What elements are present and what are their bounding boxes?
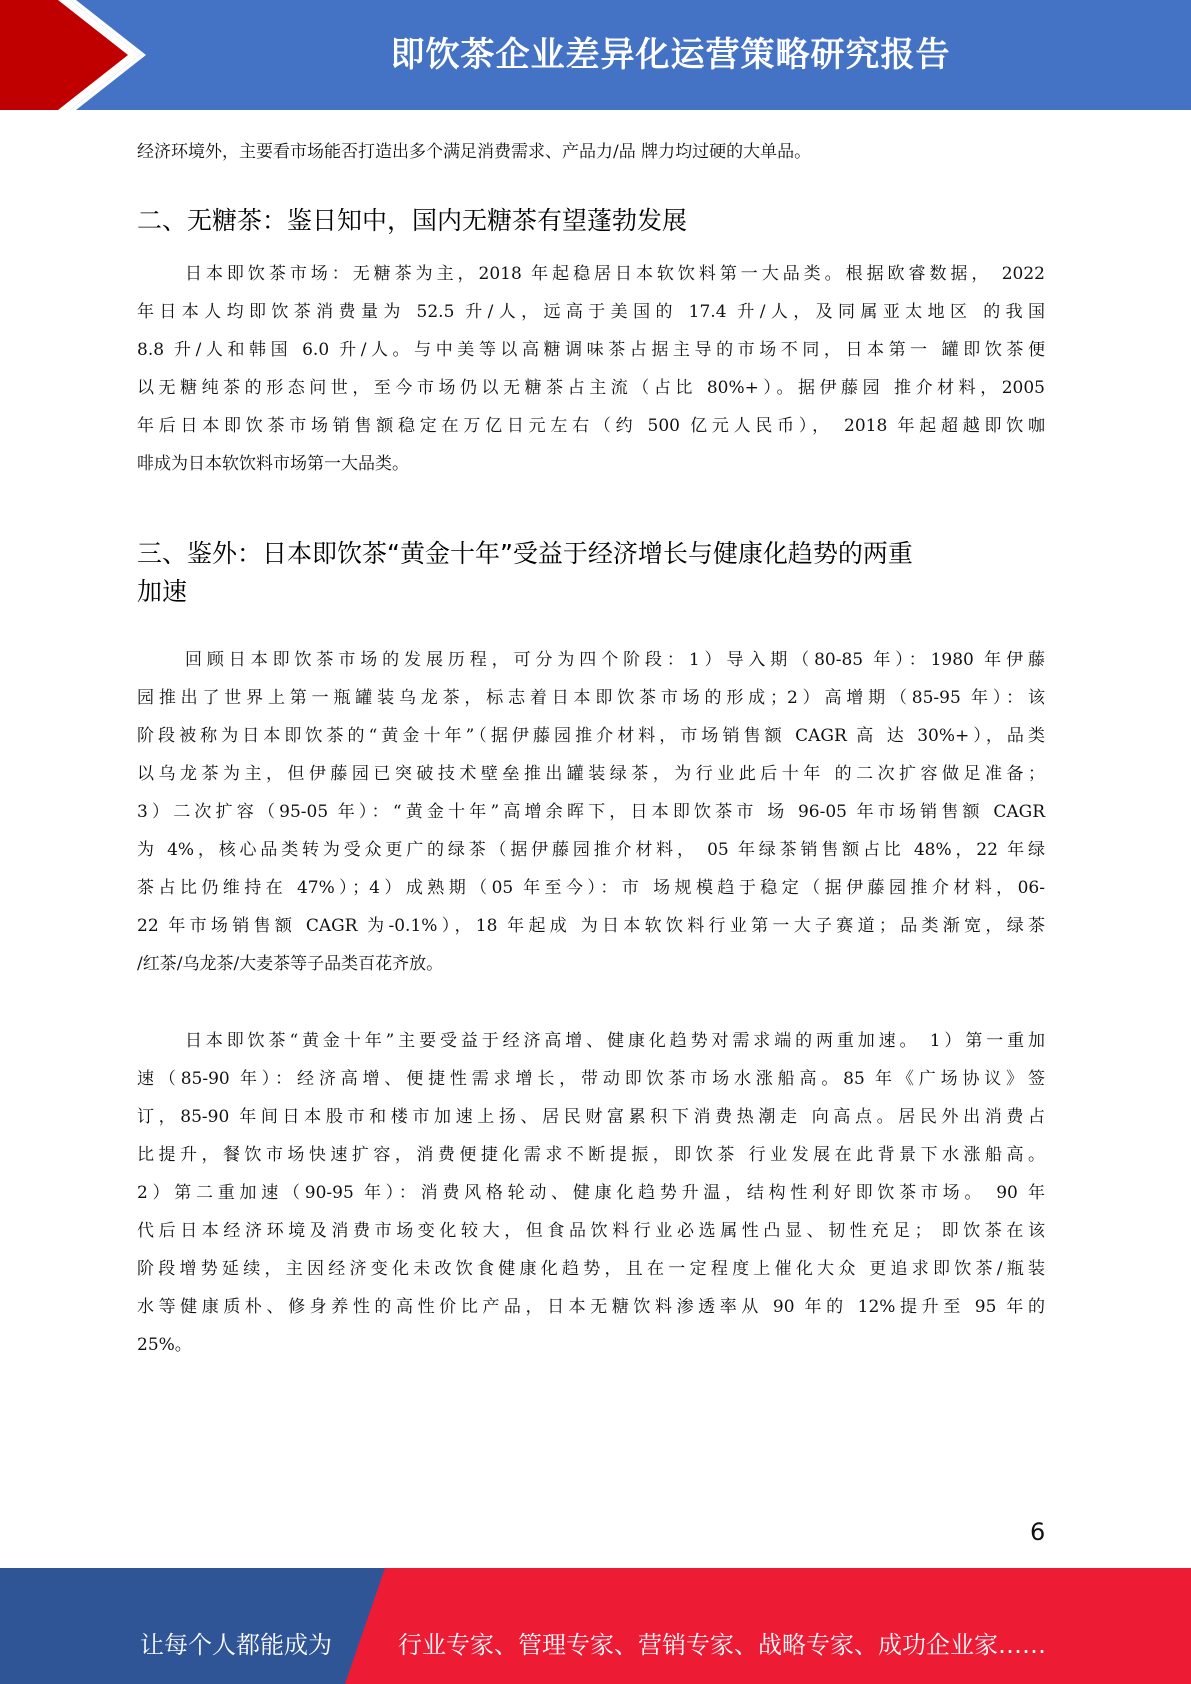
text-line: 啡成为日本软饮料市场第一大品类。	[137, 454, 409, 474]
footer-slogan-right: 行业专家、管理专家、营销专家、战略专家、成功企业家……	[398, 1631, 1046, 1659]
text-line: 经济环境外，主要看市场能否打造出多个满足消费需求、产品力/品 牌力均过硬的大单品。	[137, 142, 812, 162]
text-line: 日本即饮茶“黄金十年”主要受益于经济高增、健康化趋势对需求端的两重加速。 1）第一重加	[185, 1031, 1045, 1051]
text-line: 阶段增势延续，主因经济变化未改饮食健康化趋势，且在一定程度上催化大众 更追求即饮茶/瓶装	[137, 1259, 1045, 1279]
intro-paragraph	[137, 133, 1045, 171]
section3-paragraph-1	[137, 641, 1045, 983]
text-line: 园推出了世界上第一瓶罐装乌龙茶，标志着日本即饮茶市场的形成；2）高增期（85-95 年）：该	[137, 688, 1045, 708]
report-title: 即饮茶企业差异化运营策略研究报告	[390, 35, 951, 75]
text-line: 3）二次扩容（95-05 年）：“黄金十年”高增余晖下，日本即饮茶市 场 96-05 年市场销售额 CAGR	[137, 802, 1045, 822]
text-line: 速（85-90 年）：经济高增、便捷性需求增长，带动即饮茶市场水涨船高。85 年《广场协议》签	[137, 1069, 1045, 1089]
text-line: 以无糖纯茶的形态问世，至今市场仍以无糖茶占主流（占比 80%+）。据伊藤园 推介材料，2005	[137, 378, 1045, 398]
text-line: 8.8 升/人和韩国 6.0 升/人。与中美等以高糖调味茶占据主导的市场不同，日本第一 罐即饮茶便	[137, 340, 1045, 360]
text-line: 年日本人均即饮茶消费量为 52.5 升/人，远高于美国的 17.4 升/人，及同属亚太地区 的我国	[137, 302, 1045, 322]
text-line: 25%。	[137, 1335, 192, 1355]
text-line: 订，85-90 年间日本股市和楼市加速上扬、居民财富累积下消费热潮走 向高点。居民外出消费占	[137, 1107, 1045, 1127]
text-line: 为 4%，核心品类转为受众更广的绿茶（据伊藤园推介材料， 05 年绿茶销售额占比 48%，22 年绿	[137, 840, 1045, 860]
section3-paragraph-2	[137, 1022, 1045, 1364]
text-line: 阶段被称为日本即饮茶的“黄金十年”（据伊藤园推介材料，市场销售额 CAGR 高 达 30%+），品类	[137, 726, 1045, 746]
page-header	[0, 0, 1191, 110]
text-line: 日本即饮茶市场：无糖茶为主，2018 年起稳居日本软饮料第一大品类。根据欧睿数据， 2022	[185, 264, 1045, 284]
heading-line: 加速	[137, 577, 188, 606]
text-line: 回顾日本即饮茶市场的发展历程，可分为四个阶段：1）导入期（80-85 年）：1980 年伊藤	[185, 650, 1045, 670]
section-heading-2: 二、无糖茶：鉴日知中，国内无糖茶有望蓬勃发展	[137, 206, 688, 235]
header-arrow-decoration	[0, 0, 160, 110]
text-line: 22 年市场销售额 CAGR 为-0.1%），18 年起成 为日本软饮料行业第一大子赛道；品类渐宽，绿茶	[137, 916, 1045, 936]
section2-paragraph	[137, 255, 1045, 483]
text-line: 茶占比仍维持在 47%）；4）成熟期（05 年至今）：市 场规模趋于稳定（据伊藤园推介材料，06-	[137, 878, 1045, 898]
text-line: 水等健康质朴、修身养性的高性价比产品，日本无糖饮料渗透率从 90 年的 12%提升至 95 年的	[137, 1297, 1045, 1317]
text-line: 以乌龙茶为主，但伊藤园已突破技术壁垒推出罐装绿茶，为行业此后十年 的二次扩容做足准备；	[137, 764, 1045, 784]
footer-slogan-left: 让每个人都能成为	[140, 1631, 332, 1659]
page-number: 6	[1030, 1518, 1046, 1546]
text-line: 2）第二重加速（90-95 年）：消费风格轮动、健康化趋势升温，结构性利好即饮茶市场。 90 年	[137, 1183, 1045, 1203]
text-line: 比提升，餐饮市场快速扩容，消费便捷化需求不断提振，即饮茶 行业发展在此背景下水涨船高。	[137, 1145, 1045, 1165]
text-line: 代后日本经济环境及消费市场变化较大，但食品饮料行业必选属性凸显、韧性充足； 即饮茶在该	[137, 1221, 1045, 1241]
text-line: 年后日本即饮茶市场销售额稳定在万亿日元左右（约 500 亿元人民币）， 2018 年起超越即饮咖	[137, 416, 1045, 436]
text-line: /红茶/乌龙茶/大麦茶等子品类百花齐放。	[137, 954, 444, 974]
heading-line: 三、鉴外：日本即饮茶“黄金十年”受益于经济增长与健康化趋势的两重	[137, 539, 913, 568]
section-heading-3	[137, 535, 1057, 611]
